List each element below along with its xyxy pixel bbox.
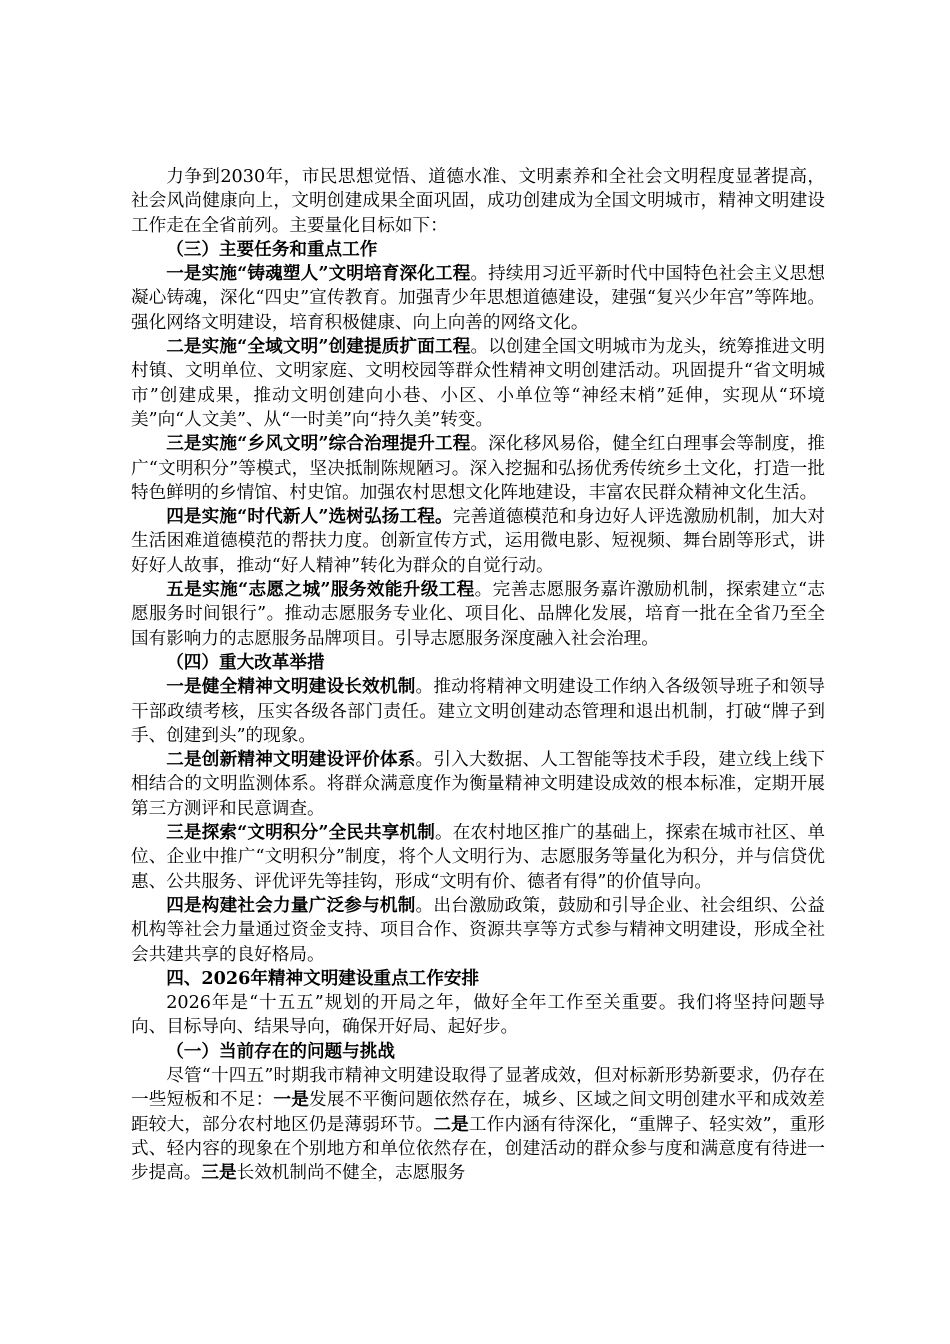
paragraph-text: 。出台激励政策，鼓励和引导企业、社会组织、公益机构等社会力量通过资金支持、项目合作、资源共享等方式参与精神文明建设，形成全社会共建共享的良好格局。 — [131, 895, 825, 965]
paragraph-challenges — [131, 1064, 825, 1185]
paragraph-text: 力争到2030年，市民思想觉悟、道德水准、文明素养和全社会文明程度显著提高，社会风尚健康向上，文明创建成果全面巩固，成功创建成为全国文明城市，精神文明建设工作走在全省前列。主要量化目标如下： — [131, 167, 825, 236]
paragraph-text: 2026年是“十五五”规划的开局之年，做好全年工作至关重要。我们将坚持问题导向、目标导向、结果导向，确保开好局、起好步。 — [131, 993, 825, 1038]
heading-text: （四）重大改革举措 — [166, 651, 325, 673]
paragraph-text: 。推动将精神文明建设工作纳入各级领导班子和领导干部政绩考核，压实各级各部门责任。建立文明创建动态管理和退出机制，打破“牌子到手、创建到头”的现象。 — [131, 677, 825, 746]
paragraph-lead: 四是实施“时代新人”选树弘扬工程。 — [166, 506, 453, 528]
section-heading-reforms — [131, 651, 825, 675]
paragraph-run: 长效机制尚不健全，志愿服务 — [236, 1163, 466, 1184]
section-heading-2026-plan — [131, 967, 825, 991]
paragraph-lead: 四是构建社会力量广泛参与机制 — [166, 894, 416, 916]
paragraph-task-3 — [131, 432, 825, 505]
document-body — [131, 165, 825, 1185]
paragraph-lead: 二是实施“全域文明”创建提质扩面工程 — [166, 336, 471, 358]
paragraph-task-2 — [131, 335, 825, 432]
heading-text: （三）主要任务和重点工作 — [166, 238, 378, 260]
heading-text: （一）当前存在的问题与挑战 — [166, 1040, 395, 1062]
paragraph-text: 。深化移风易俗，健全红白理事会等制度，推广“文明积分”等模式，坚决抵制陈规陋习。深入挖掘和弘扬优秀传统乡土文化，打造一批特色鲜明的乡情馆、村史馆。加强农村思想文化阵地建设，丰富农民群众精神文化生活。 — [131, 434, 825, 503]
paragraph-run-bold: 三是 — [201, 1162, 237, 1184]
paragraph-run: 发展不平衡问题依然存在，城乡、区域之间文明创建水平和成效差距较大，部分农村地区仍是薄弱环节。 — [131, 1090, 825, 1135]
paragraph-text: 。以创建全国文明城市为龙头，统筹推进文明村镇、文明单位、文明家庭、文明校园等群众性精神文明创建活动。巩固提升“省文明城市”创建成果，推动文明创建向小巷、小区、小单位等“神经末梢”延伸，实现从“环境美”向“人文美”、从“一时美”向“持久美”转变。 — [131, 337, 825, 430]
paragraph-text: 完善道德模范和身边好人评选激励机制，加大对生活困难道德模范的帮扶力度。创新宣传方式，运用微电影、短视频、舞台剧等形式，讲好好人故事，推动“好人精神”转化为群众的自觉行动。 — [131, 507, 825, 576]
paragraph-task-4 — [131, 505, 825, 578]
paragraph-lead: 五是实施“志愿之城”服务效能升级工程 — [166, 579, 475, 601]
paragraph-reform-4 — [131, 894, 825, 967]
paragraph-lead: 一是健全精神文明建设长效机制 — [166, 676, 416, 698]
paragraph-text: 。持续用习近平新时代中国特色社会主义思想凝心铸魂，深化“四史”宣传教育。加强青少年思想道德建设，建强“复兴少年宫”等阵地。强化网络文明建设，培育积极健康、向上向善的网络文化。 — [131, 264, 825, 333]
paragraph-lead: 一是实施“铸魂塑人”文明培育深化工程 — [166, 263, 471, 285]
paragraph-lead: 三是实施“乡风文明”综合治理提升工程 — [166, 433, 471, 455]
paragraph-text: 。在农村地区推广的基础上，探索在城市社区、单位、企业中推广“文明积分”制度，将个人文明行为、志愿服务等量化为积分，并与信贷优惠、公共服务、评优评先等挂钩，形成“文明有价、德者有得”的价值导向。 — [131, 823, 825, 892]
paragraph-goals — [131, 165, 825, 238]
paragraph-run: 尽管“十四五”时期我市精神文明建设取得了显著成效，但对标新形势新要求，仍存在一些短板和不足： — [131, 1065, 825, 1111]
paragraph-reform-2 — [131, 748, 825, 821]
paragraph-run: 工作内涵有待深化，“重牌子、轻实效”，重形式、轻内容的现象在个别地方和单位依然存在，创建活动的群众参与度和满意度有待进一步提高。 — [131, 1114, 825, 1184]
section-heading-challenges — [131, 1040, 825, 1064]
paragraph-reform-3 — [131, 821, 825, 894]
paragraph-text: 。引入大数据、人工智能等技术手段，建立线上线下相结合的文明监测体系。将群众满意度作为衡量精神文明建设成效的根本标准，定期开展第三方测评和民意调查。 — [131, 750, 825, 819]
paragraph-task-1 — [131, 262, 825, 335]
paragraph-text: 。完善志愿服务嘉许激励机制，探索建立“志愿服务时间银行”。推动志愿服务专业化、项目化、品牌化发展，培育一批在全省乃至全国有影响力的志愿服务品牌项目。引导志愿服务深度融入社会治理。 — [131, 580, 825, 649]
paragraph-run-bold: 一是 — [273, 1089, 310, 1111]
paragraph-run-bold: 二是 — [433, 1113, 469, 1135]
paragraph-lead: 二是创新精神文明建设评价体系 — [166, 749, 416, 771]
paragraph-2026-intro — [131, 991, 825, 1040]
paragraph-reform-1 — [131, 675, 825, 748]
paragraph-lead: 三是探索“文明积分”全民共享机制 — [166, 822, 435, 844]
paragraph-task-5 — [131, 578, 825, 651]
section-heading-main-tasks — [131, 238, 825, 262]
heading-text: 四、2026年精神文明建设重点工作安排 — [166, 967, 480, 989]
